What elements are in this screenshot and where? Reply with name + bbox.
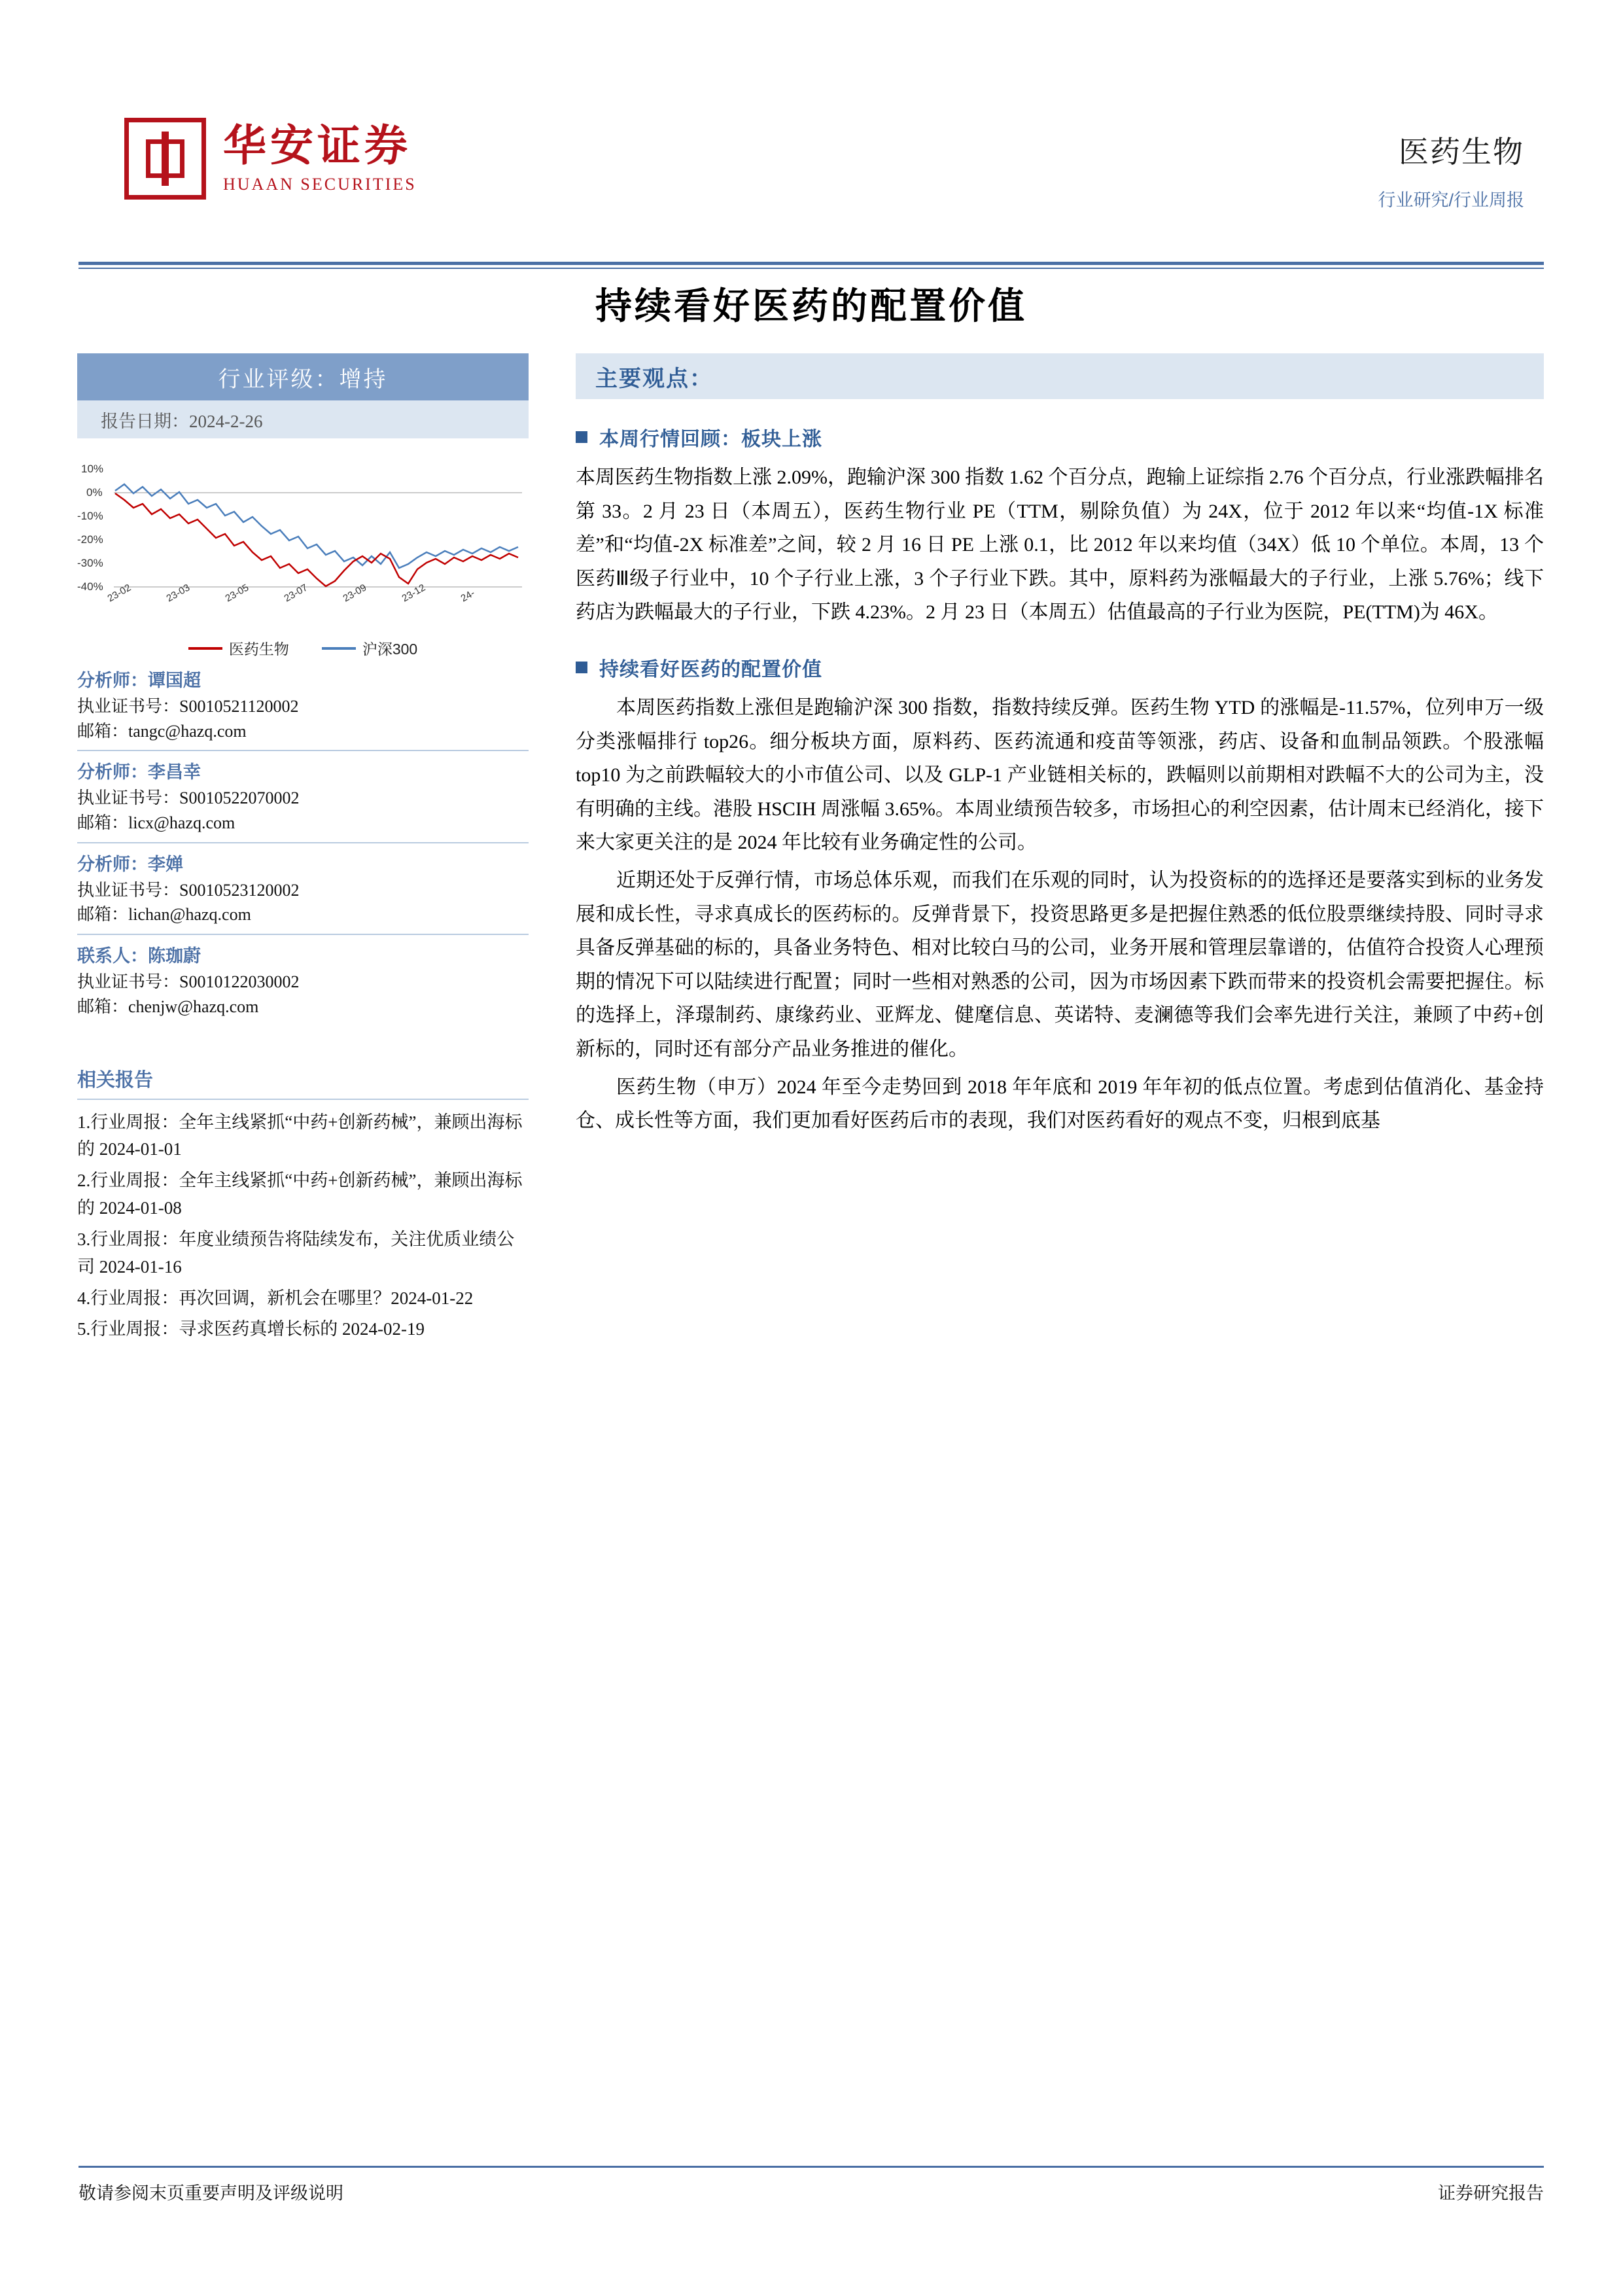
company-logo bbox=[124, 118, 417, 200]
related-divider bbox=[77, 1099, 529, 1100]
svg-text:-10%: -10% bbox=[77, 510, 103, 522]
legend-item-1 bbox=[322, 637, 417, 659]
analyst-entry bbox=[77, 850, 529, 927]
logo-text bbox=[223, 123, 417, 194]
analyst-cert: 执业证书号：S0010522070002 bbox=[77, 788, 300, 808]
section-paragraph: 近期还处于反弹行情，市场总体乐观，而我们在乐观的同时，认为投资标的的选择还是要落实到标的业务发展和成长性，寻求真成长的医药标的。反弹背景下，投资思路更多是把握住熟悉的低位股票继续持股、同时寻求具备反弹基础的标的，具备业务特色、相对比较白马的公司，业务开展和管理层靠谱的，估值符合投资人心理预期的情况下可以陆续进行配置；同时一些相对熟悉的公司，因为市场因素下跌而带来的投资机会需要把握住。标的选择上，泽璟制药、康缘药业、亚辉龙、健麾信息、英诺特、麦澜德等我们会率先进行关注，兼顾了中药+创新标的，同时还有部分产品业务推进的催化。 bbox=[576, 869, 1544, 1060]
footer-disclaimer: 敬请参阅末页重要声明及评级说明 bbox=[79, 2183, 343, 2203]
header-divider bbox=[79, 262, 1544, 265]
related-report-item[interactable]: 4.行业周报：再次回调，新机会在哪里？2024-01-22 bbox=[77, 1288, 474, 1308]
svg-text:0%: 0% bbox=[86, 486, 103, 499]
svg-text:23-12: 23-12 bbox=[400, 582, 428, 605]
analyst-entry bbox=[77, 666, 529, 743]
analyst-entry bbox=[77, 942, 529, 1019]
section-paragraph: 本周医药生物指数上涨 2.09%，跑输沪深 300 指数 1.62 个百分点，跑输上证综指 2.76 个百分点，行业涨跌幅排名第 33。2 月 23 日（本周五），医药生物行业 PE（TTM，剔除负值）为 24X，位于 2012 年以来“均值-1X 标准差”和“均值-2X 标准差”之间，较 2 月 16 日 PE 上涨 0.1，比 2012 年以来均值（34X）低 10 个单位。本周，13 个医药Ⅲ级子行业中，10 个子行业上涨，3 个子行业下跌。其中，原料药为涨幅最大的子行业，上涨 5.76%；线下药店为跌幅最大的子行业，下跌 4.23%。2 月 23 日（本周五）估值最高的子行业为医院，PE(TTM)为 46X。 bbox=[576, 467, 1544, 624]
report-type: 行业研究/行业周报 bbox=[1378, 190, 1524, 210]
legend-item-0 bbox=[188, 637, 289, 659]
analyst-email: 邮箱：tangc@hazq.com bbox=[77, 721, 247, 741]
logo-english-name: HUAAN SECURITIES bbox=[223, 174, 417, 194]
analyst-cert: 执业证书号：S0010523120002 bbox=[77, 880, 300, 900]
header-right bbox=[1378, 128, 1524, 211]
related-report-item[interactable]: 1.行业周报：全年主线紧抓“中药+创新药械”，兼顾出海标的 2024-01-01 bbox=[77, 1112, 523, 1159]
section-heading-allocation-value bbox=[576, 653, 1544, 682]
section-title: 持续看好医药的配置价值 bbox=[599, 658, 822, 680]
footer-label: 证券研究报告 bbox=[1438, 2183, 1544, 2203]
section-paragraph: 本周医药指数上涨但是跑输沪深 300 指数，指数持续反弹。医药生物 YTD 的涨幅是-11.57%，位列申万一级分类涨幅排行 top26。细分板块方面，原料药、医药流通和疫苗等领涨，药店、设备和血制品领跌。个股涨幅 top10 为之前跌幅较大的小市值公司、以及 GLP-1 产业链相关标的，跌幅则以前期相对跌幅不大的公司为主，没有明确的主线。港股 HSCIH 周涨幅 3.65%。本周业绩预告较多，市场担心的利空因素，估计周末已经消化，接下来大家更关注的是 2024 年比较有业务确定性的公司。 bbox=[576, 696, 1544, 854]
legend-swatch-blue bbox=[322, 647, 356, 650]
analyst-email: 邮箱：chenjw@hazq.com bbox=[77, 997, 259, 1016]
analyst-role: 分析师：李昌幸 bbox=[77, 762, 201, 783]
sector-name: 医药生物 bbox=[1399, 135, 1524, 169]
analyst-entry bbox=[77, 758, 529, 835]
section-paragraph: 医药生物（申万）2024 年至今走势回到 2018 年年底和 2019 年年初的低点位置。考虑到估值消化、基金持仓、成长性等方面，我们更加看好医药后市的表现，我们对医药看好的观点不变，归根到底基 bbox=[576, 1076, 1544, 1132]
svg-text:23-07: 23-07 bbox=[282, 582, 310, 605]
legend-label-0: 医药生物 bbox=[228, 641, 289, 658]
svg-text:10%: 10% bbox=[81, 463, 104, 475]
svg-text:23-03: 23-03 bbox=[164, 582, 192, 605]
analyst-cert: 执业证书号：S0010122030002 bbox=[77, 972, 300, 992]
svg-text:23-09: 23-09 bbox=[341, 582, 369, 605]
logo-mark-icon bbox=[124, 118, 206, 200]
square-bullet-icon bbox=[576, 662, 587, 673]
main-points-header: 主要观点： bbox=[576, 353, 1544, 399]
svg-text:23-05: 23-05 bbox=[223, 582, 251, 605]
analyst-email: 邮箱：licx@hazq.com bbox=[77, 813, 236, 833]
chart-svg bbox=[77, 453, 529, 636]
page-footer bbox=[79, 2179, 1544, 2204]
sidebar bbox=[77, 353, 529, 1347]
analyst-role: 联系人：陈珈蔚 bbox=[77, 946, 201, 966]
svg-text:-40%: -40% bbox=[77, 580, 103, 593]
analyst-list bbox=[77, 666, 529, 1019]
related-reports-title: 相关报告 bbox=[77, 1069, 154, 1091]
svg-text:-30%: -30% bbox=[77, 557, 103, 569]
related-report-item[interactable]: 5.行业周报：寻求医药真增长标的 2024-02-19 bbox=[77, 1319, 425, 1339]
rating-badge: 行业评级：增持 bbox=[77, 353, 529, 400]
logo-chinese-name: 华安证券 bbox=[223, 122, 411, 171]
related-report-item[interactable]: 2.行业周报：全年主线紧抓“中药+创新药械”，兼顾出海标的 2024-01-08 bbox=[77, 1171, 523, 1218]
analyst-divider bbox=[77, 750, 529, 751]
analyst-divider bbox=[77, 934, 529, 935]
page-header bbox=[79, 98, 1544, 262]
performance-chart bbox=[77, 453, 529, 658]
analyst-cert: 执业证书号：S0010521120002 bbox=[77, 697, 299, 716]
chart-legend bbox=[77, 637, 529, 659]
report-date: 报告日期：2024-2-26 bbox=[77, 400, 529, 438]
legend-label-1: 沪深300 bbox=[362, 641, 418, 658]
page-title: 持续看好医药的配置价值 bbox=[595, 287, 1027, 327]
svg-text:-20%: -20% bbox=[77, 533, 103, 546]
analyst-divider bbox=[77, 842, 529, 843]
header-divider-thin bbox=[79, 268, 1544, 269]
analyst-email: 邮箱：lichan@hazq.com bbox=[77, 905, 251, 925]
svg-text:24-: 24- bbox=[459, 587, 477, 605]
square-bullet-icon bbox=[576, 431, 587, 443]
section-heading-market-review bbox=[576, 423, 1544, 451]
section-title: 本周行情回顾：板块上涨 bbox=[599, 429, 822, 450]
footer-divider bbox=[79, 2166, 1544, 2168]
analyst-role: 分析师：谭国超 bbox=[77, 671, 201, 690]
analyst-role: 分析师：李婵 bbox=[77, 854, 183, 874]
legend-swatch-red bbox=[188, 647, 222, 650]
related-report-item[interactable]: 3.行业周报：年度业绩预告将陆续发布，关注优质业绩公司 2024-01-16 bbox=[77, 1229, 515, 1277]
main-content bbox=[576, 353, 1544, 1142]
svg-text:23-02: 23-02 bbox=[105, 582, 133, 605]
